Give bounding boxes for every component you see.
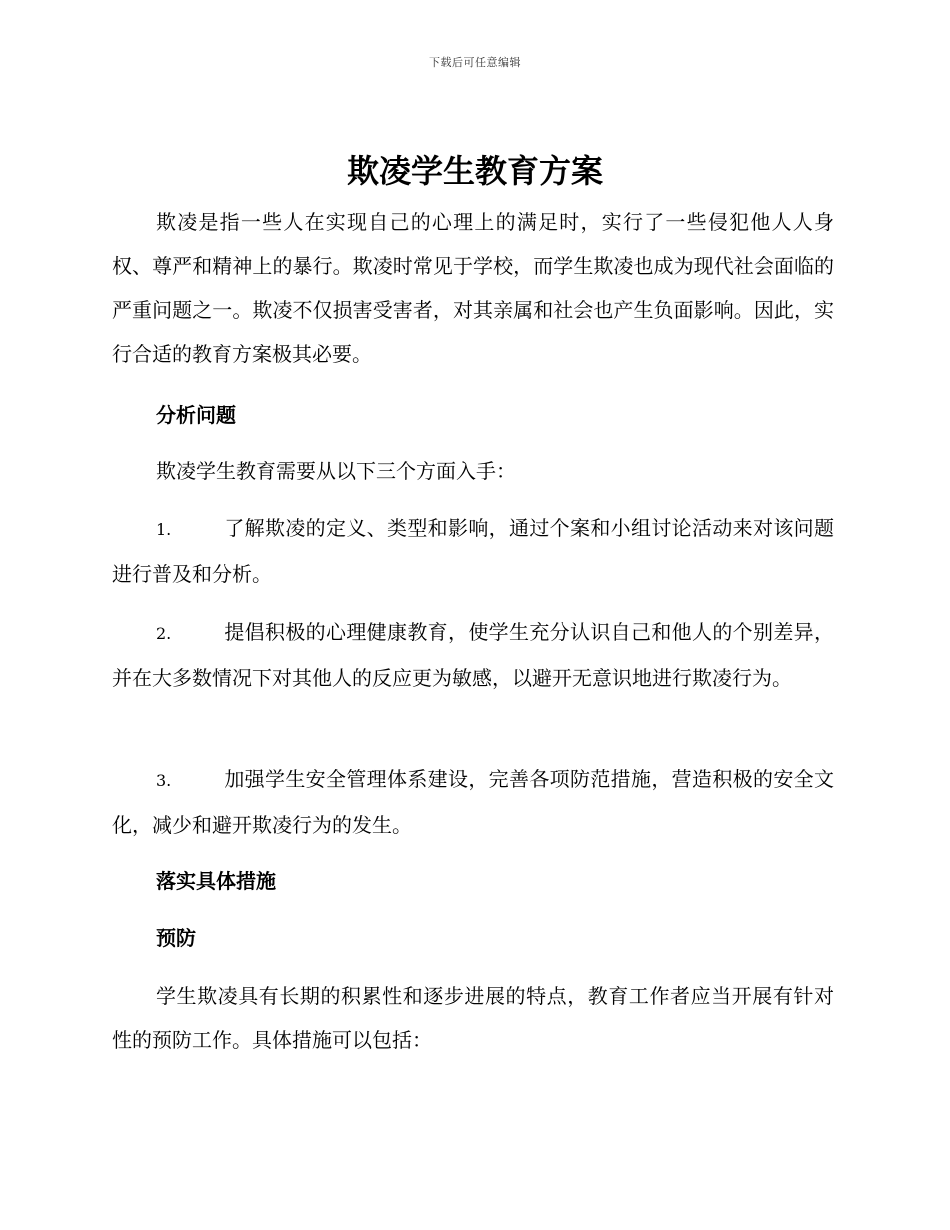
header-note: 下载后可任意编辑 [429, 56, 521, 69]
list-item-number: 2. [156, 624, 172, 643]
intro-paragraph: 欺凌是指一些人在实现自己的心理上的满足时，实行了一些侵犯他人人身权、尊严和精神上的暴行。欺凌时常见于学校，而学生欺凌也成为现代社会面临的严重问题之一。欺凌不仅损害受害者，对其亲属和社会也产生负面影响。因此，实行合适的教育方案极其必要。 [112, 210, 834, 366]
section-heading-analysis: 分析问题 [156, 403, 236, 427]
list-item-number: 3. [156, 771, 172, 790]
list-item [112, 757, 834, 847]
list-item-text: 提倡积极的心理健康教育，使学生充分认识自己和他人的个别差异，并在大多数情况下对其他人的反应更为敏感，以避开无意识地进行欺凌行为。 [112, 620, 834, 690]
list-item-text: 加强学生安全管理体系建设，完善各项防范措施，营造积极的安全文化，减少和避开欺凌行为的发生。 [112, 767, 834, 837]
list-item-text: 了解欺凌的定义、类型和影响，通过个案和小组讨论活动来对该问题进行普及和分析。 [112, 516, 834, 586]
section-heading-measures: 落实具体措施 [156, 869, 276, 893]
page-title: 欺凌学生教育方案 [346, 152, 603, 190]
section-heading-prevention: 预防 [156, 926, 196, 950]
prevention-paragraph: 学生欺凌具有长期的积累性和逐步进展的特点，教育工作者应当开展有针对性的预防工作。具体措施可以包括： [112, 984, 834, 1052]
list-item [112, 610, 834, 700]
list-item [112, 506, 834, 596]
section-lead-paragraph: 欺凌学生教育需要从以下三个方面入手： [156, 459, 516, 483]
list-item-number: 1. [156, 520, 172, 539]
